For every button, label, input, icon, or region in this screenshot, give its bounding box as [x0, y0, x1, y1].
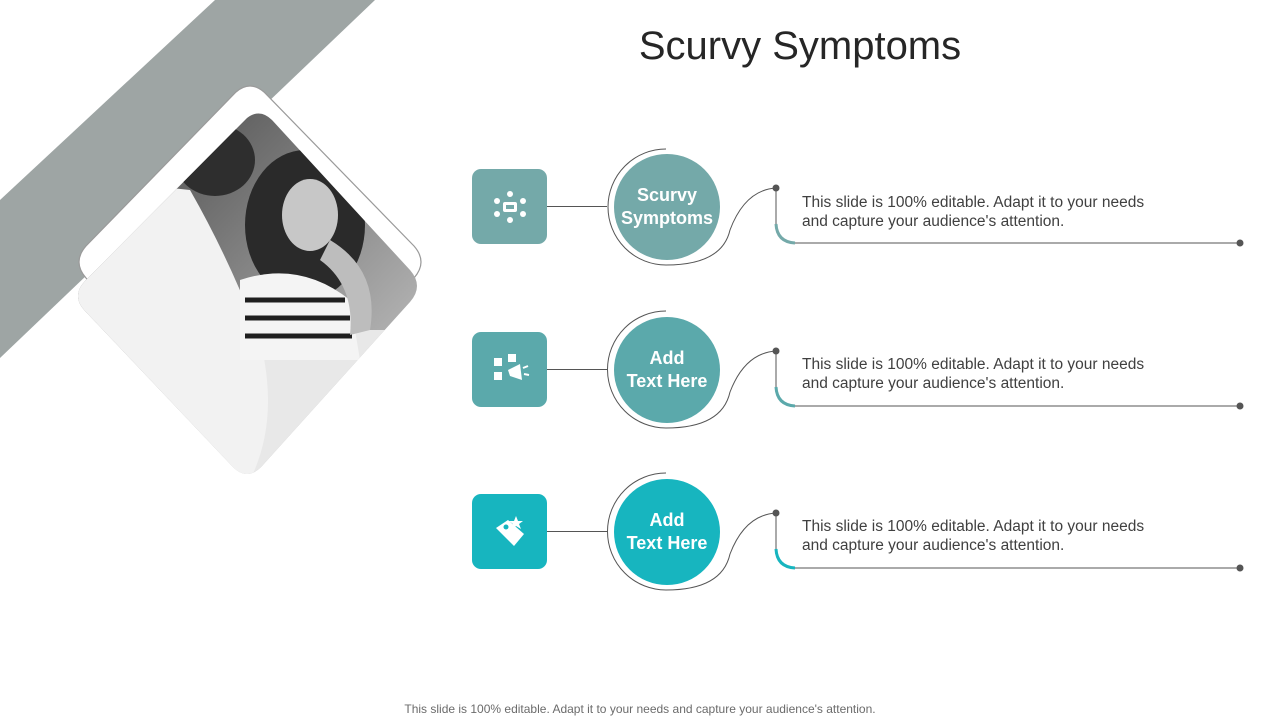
connector-line-3 — [547, 531, 607, 532]
item-description-2-line2: and capture your audience's attention. — [802, 375, 1065, 392]
item-description-1-line2: and capture your audience's attention. — [802, 213, 1065, 230]
item-description-2-line1: This slide is 100% editable. Adapt it to your needs — [802, 356, 1145, 373]
item-circle-1 — [614, 154, 720, 260]
item-heading-1-line2: Symptoms — [620, 208, 714, 228]
price-tag-icon-box — [472, 494, 547, 569]
item-description-1-line1: This slide is 100% editable. Adapt it to your needs — [802, 194, 1145, 211]
marketing-icon-box — [472, 332, 547, 407]
slide-footer: This slide is 100% editable. Adapt it to your needs and capture your audience's attention. — [404, 702, 876, 716]
marketing-megaphone-icon — [488, 348, 532, 392]
item-description-3-line1: This slide is 100% editable. Adapt it to your needs — [802, 518, 1145, 535]
item-circle-3 — [614, 479, 720, 585]
item-description-2 — [802, 355, 1182, 393]
item-heading-2-line2: Text Here — [626, 371, 708, 391]
item-description-3-line2: and capture your audience's attention. — [802, 537, 1065, 554]
item-description-1 — [802, 193, 1182, 231]
photo-people — [60, 100, 450, 490]
team-meeting-icon-box — [472, 169, 547, 244]
item-description-3 — [802, 517, 1182, 555]
item-heading-2-line1: Add — [649, 348, 685, 368]
price-tag-icon — [488, 510, 532, 554]
item-heading-3-line1: Add — [649, 510, 685, 530]
item-heading-1-line1: Scurvy — [636, 185, 698, 205]
team-meeting-icon — [488, 185, 532, 229]
slide-title: Scurvy Symptoms — [638, 24, 962, 68]
item-heading-3-line2: Text Here — [626, 533, 708, 553]
connector-line-2 — [547, 369, 607, 370]
connector-line-1 — [547, 206, 607, 207]
item-circle-2 — [614, 317, 720, 423]
